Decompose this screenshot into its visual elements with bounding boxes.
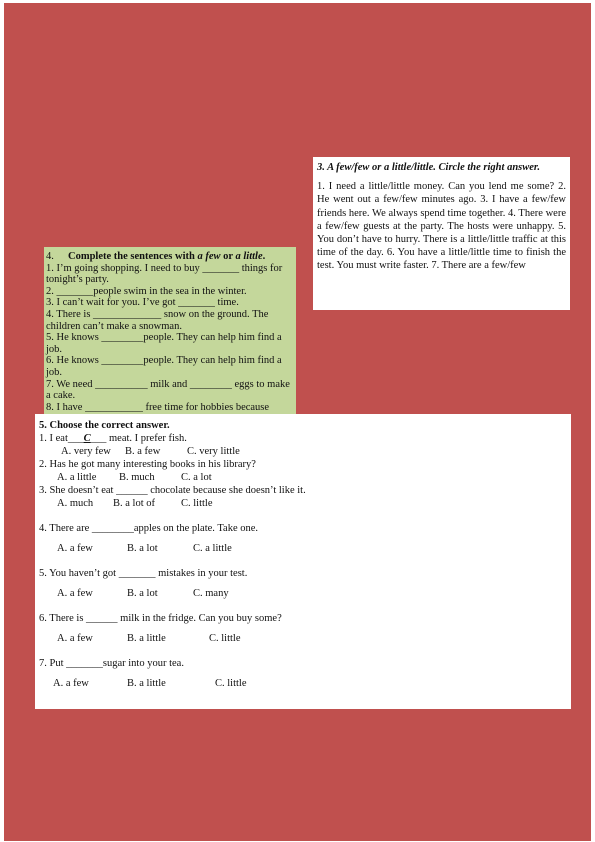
- exercise-4-line: 2. _______people swim in the sea in the winter.: [46, 285, 247, 297]
- exercise-4-title-emphasis-1: a few: [197, 251, 221, 262]
- option-c: C. little: [215, 678, 247, 689]
- exercise-4-title-text: Complete the sentences with: [68, 251, 198, 262]
- question-3-options: [39, 497, 567, 510]
- question-1: [39, 432, 567, 445]
- exercise-3-card: [313, 157, 570, 310]
- exercise-4-line: 7. We need __________ milk and ________ eggs to make a cake.: [46, 378, 290, 402]
- exercise-5-card: [35, 414, 571, 709]
- option-a: A. very few: [61, 446, 111, 457]
- spacer: [39, 510, 567, 522]
- option-a: A. a little: [57, 472, 97, 483]
- spacer: [39, 535, 567, 542]
- exercise-4-line: 1. I’m going shopping. I need to buy _______ things for tonight’s party.: [46, 262, 283, 286]
- option-a: A. a few: [57, 543, 93, 554]
- option-c: C. little: [209, 633, 241, 644]
- option-a: A. much: [57, 498, 94, 509]
- option-b: B. a little: [127, 678, 166, 689]
- spacer: [39, 625, 567, 632]
- question-4-options: [39, 542, 567, 555]
- option-c: C. many: [193, 588, 229, 599]
- question-5-options: [39, 587, 567, 600]
- question-1-text-end: ___ meat. I prefer fish.: [90, 433, 187, 444]
- option-c: C. a little: [193, 543, 232, 554]
- option-b: B. a lot: [127, 543, 158, 554]
- option-b: B. a lot: [127, 588, 158, 599]
- exercise-4-line: 6. He knows ________people. They can help him find a job.: [46, 355, 282, 378]
- exercise-4-title-mid: or: [220, 251, 236, 262]
- exercise-4-line: 8. I have ___________ free time for hobbies because: [46, 401, 270, 413]
- exercise-4-title-end: .: [262, 251, 266, 262]
- question-2: 2. Has he got many interesting books in his library?: [39, 459, 256, 470]
- option-a: A. a few: [57, 588, 93, 599]
- question-7: 7. Put _______sugar into your tea.: [39, 658, 184, 669]
- exercise-4-title: [46, 251, 293, 263]
- option-b: B. a few: [125, 446, 161, 457]
- question-6: 6. There is ______ milk in the fridge. Can you buy some?: [39, 613, 282, 624]
- question-3: 3. She doesn’t eat ______ chocolate because she doesn’t like it.: [39, 485, 306, 496]
- question-4: 4. There are ________apples on the plate. Take one.: [39, 523, 259, 534]
- option-c: C. very little: [187, 446, 240, 457]
- exercise-4-line: 4. There is _____________ snow on the ground. The children can’t make a snowman.: [46, 308, 269, 332]
- question-2-options: [39, 471, 567, 484]
- option-a: A. a few: [57, 633, 93, 644]
- question-7-options: [39, 677, 567, 690]
- option-b: B. much: [119, 472, 155, 483]
- option-a: A. a few: [53, 678, 89, 689]
- exercise-4-title-emphasis-2: a little: [235, 251, 263, 262]
- exercise-4-number: 4.: [46, 251, 54, 262]
- option-b: B. a little: [127, 633, 166, 644]
- option-c: C. little: [181, 498, 213, 509]
- exercise-5-title: 5. Choose the correct answer.: [39, 420, 170, 431]
- exercise-4-card: [44, 247, 296, 417]
- exercise-4-line: 5. He knows ________people. They can help him find a job.: [46, 332, 282, 355]
- spacer: [39, 670, 567, 677]
- spacer: [39, 600, 567, 612]
- question-1-text-start: 1. I eat___: [39, 433, 84, 444]
- question-5: 5. You haven’t got _______ mistakes in your test.: [39, 568, 248, 579]
- exercise-4-line: 3. I can’t wait for you. I’ve got _______ time.: [46, 297, 239, 309]
- spacer: [39, 645, 567, 657]
- option-c: C. a lot: [181, 472, 212, 483]
- exercise-3-body: 1. I need a little/little money. Can you lend me some? 2. He went out a few/few minutes ago. 3. I have a few/few friends here. We always spend time together. 4. There were a few/few guests at the party. The hosts were unhappy. 5. You don’t have to hurry. There is a little/little traffic at this time of the day. 6. You have a little/little time to finish the test. You must write faster. 7. There are a few/few: [317, 181, 566, 272]
- exercise-3-title: 3. A few/few or a little/little. Circle the right answer.: [317, 162, 541, 173]
- question-1-options: [39, 445, 567, 458]
- spacer: [39, 580, 567, 587]
- question-1-answer: C: [83, 433, 91, 444]
- option-b: B. a lot of: [113, 498, 155, 509]
- question-6-options: [39, 632, 567, 645]
- spacer: [39, 555, 567, 567]
